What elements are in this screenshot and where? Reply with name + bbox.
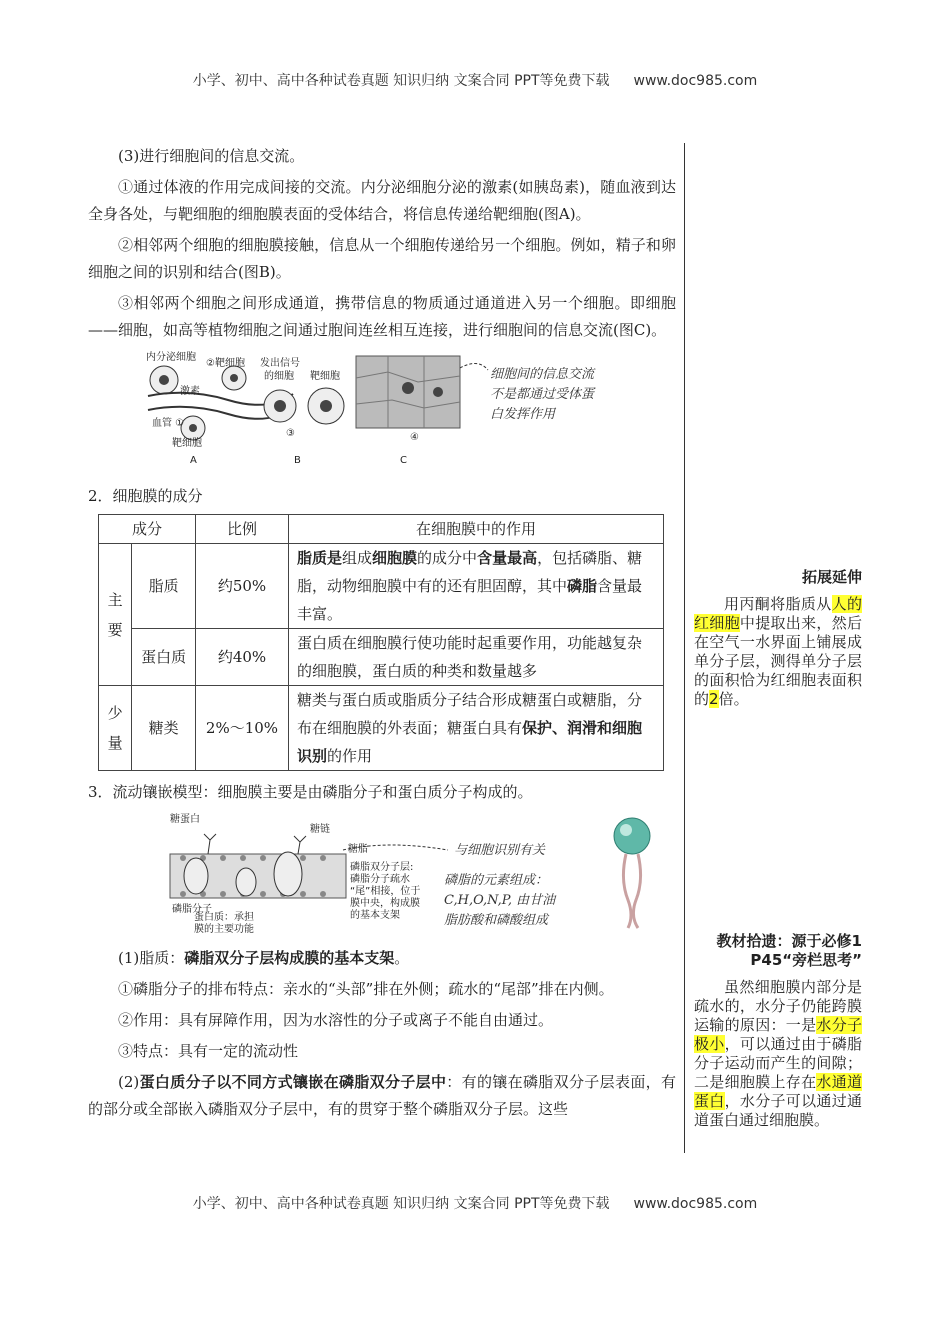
handwritten-note: 细胞间的信息交流 [490, 367, 595, 382]
caption-c: C [400, 455, 407, 466]
footer-text: 小学、初中、高中各种试卷真题 知识归纳 文案合同 PPT等免费下载 [192, 1196, 610, 1212]
label: 激素 [180, 386, 200, 397]
panel-b [260, 356, 344, 466]
sidebar-title: 拓展延伸 [801, 568, 862, 586]
paragraph: (1)脂质：磷脂双分子层构成膜的基本支架。 [118, 949, 410, 967]
label: 磷脂双分子层: [350, 862, 414, 873]
header-text: 小学、初中、高中各种试卷真题 知识归纳 文案合同 PPT等免费下载 [192, 73, 610, 89]
sidebar-body: 虽然细胞膜内部分是疏水的，水分子仍能跨膜运输的原因：一是水分子极小，可以通过由于磷脂分子运动而产生的间隙；二是细胞膜上存在水通道蛋白，水分子可以通过通道蛋白通过细胞膜。 [694, 978, 862, 1129]
caption-a: A [190, 455, 197, 466]
table-row [99, 686, 664, 771]
handwritten-note: 与细胞识别有关 [454, 843, 546, 858]
sidebar-body: 用丙酮将脂质从人的红细胞中提取出来，然后在空气一水界面上铺展成单分子层，测得单分子层的面积恰为红细胞表面积的2倍。 [694, 595, 862, 708]
handwritten-note: 不是都通过受体蛋 [490, 387, 595, 402]
label: 的基本支架 [350, 910, 400, 921]
component-cell: 糖类 [132, 686, 196, 771]
label: 血管 ① [152, 418, 185, 429]
label: 磷脂分子 [172, 904, 212, 915]
handwritten-note: 脂肪酸和磷酸组成 [444, 913, 549, 928]
function-cell: 糖类与蛋白质或脂质分子结合形成糖蛋白或糖脂，分布在细胞膜的外表面；糖蛋白具有保护、润滑和细胞识别的作用 [289, 686, 664, 771]
label: 膜的主要功能 [194, 924, 254, 935]
label: 糖蛋白 [170, 814, 200, 825]
label: 的细胞 [264, 371, 294, 382]
label: “尾”相接，位于 [350, 886, 421, 897]
panel-c [356, 356, 596, 466]
ratio-cell: 约40% [196, 629, 289, 686]
table-header: 成分 [99, 515, 196, 544]
label: ②靶细胞 [206, 358, 245, 369]
page-header [0, 70, 950, 90]
section-heading: 3．流动镶嵌模型：细胞膜主要是由磷脂分子和蛋白质分子构成的。 [88, 783, 533, 801]
label: 糖链 [310, 824, 330, 835]
page-footer [0, 1193, 950, 1213]
paragraph: ①通过体液的作用完成间接的交流。内分泌细胞分泌的激素(如胰岛素)，随血液到达全身各处，与靶细胞的细胞膜表面的受体结合，将信息传递给靶细胞(图A)。 [88, 178, 676, 223]
footer-site: www.doc985.com [633, 1196, 758, 1212]
paragraph: (3)进行细胞间的信息交流。 [118, 147, 305, 165]
label: 发出信号 [260, 358, 300, 369]
paragraph: ②作用：具有屏障作用，因为水溶性的分子或离子不能自由通过。 [118, 1011, 554, 1029]
main-content [88, 143, 676, 1127]
label: ④ [410, 432, 419, 443]
label: 内分泌细胞 [146, 352, 196, 363]
label: 蛋白质：承担 [194, 912, 254, 923]
figure-cell-communication [88, 348, 676, 475]
section-heading: 2．细胞膜的成分 [88, 487, 203, 505]
phospholipid-icon [614, 818, 650, 928]
cell-communication-diagram [88, 348, 676, 466]
sidebar-title: 教材拾遗：源于必修1 P45“旁栏思考” [716, 932, 862, 969]
paragraph: ②相邻两个细胞的细胞膜接触，信息从一个细胞传递给另一个细胞。例如，精子和卵细胞之间的识别和结合(图B)。 [88, 236, 676, 281]
paragraph: ①磷脂分子的排布特点：亲水的“头部”排在外侧；疏水的“尾部”排在内侧。 [118, 980, 614, 998]
membrane-composition-table [98, 514, 664, 771]
label: 靶细胞 [310, 371, 340, 382]
fluid-mosaic-diagram [88, 810, 676, 936]
group-cell: 少量 [99, 686, 132, 771]
component-cell: 蛋白质 [132, 629, 196, 686]
table-header: 在细胞膜中的作用 [289, 515, 664, 544]
sidebar-box-textbook [694, 932, 862, 1130]
paragraph: ③相邻两个细胞之间形成通道，携带信息的物质通过通道进入另一个细胞。即细胞——细胞，如高等植物细胞之间通过胞间连丝相互连接，进行细胞间的信息交流(图C)。 [88, 294, 676, 339]
label: 糖脂 [348, 844, 368, 855]
paragraph: ③特点：具有一定的流动性 [118, 1042, 299, 1060]
paragraph: (2)蛋白质分子以不同方式镶嵌在磷脂双分子层中：有的镶在磷脂双分子层表面，有的部分或全部嵌入磷脂双分子层中，有的贯穿于整个磷脂双分子层。这些 [88, 1073, 676, 1118]
table-header: 比例 [196, 515, 289, 544]
function-cell: 脂质是组成细胞膜的成分中含量最高，包括磷脂、糖脂，动物细胞膜中有的还有胆固醇，其中磷脂含量最丰富。 [289, 544, 664, 629]
label: 膜中央，构成膜 [350, 898, 420, 909]
handwritten-note: 白发挥作用 [490, 407, 556, 422]
label: 磷脂分子疏水 [350, 874, 410, 885]
table-row [99, 544, 664, 629]
caption-b: B [294, 455, 301, 466]
figure-fluid-mosaic [88, 810, 676, 945]
sidebar-box-extension [694, 568, 862, 709]
handwritten-note: 磷脂的元素组成： [444, 873, 549, 888]
header-site: www.doc985.com [633, 73, 758, 89]
group-cell: 主要 [99, 544, 132, 686]
component-cell: 脂质 [132, 544, 196, 629]
ratio-cell: 约50% [196, 544, 289, 629]
label: ③ [286, 428, 295, 439]
ratio-cell: 2%～10% [196, 686, 289, 771]
label: 靶细胞 [172, 438, 202, 449]
table-row [99, 629, 664, 686]
handwritten-note: C,H,O,N,P, 由甘油 [444, 893, 556, 908]
margin-divider [684, 143, 685, 1153]
function-cell: 蛋白质在细胞膜行使功能时起重要作用，功能越复杂的细胞膜，蛋白质的种类和数量越多 [289, 629, 664, 686]
